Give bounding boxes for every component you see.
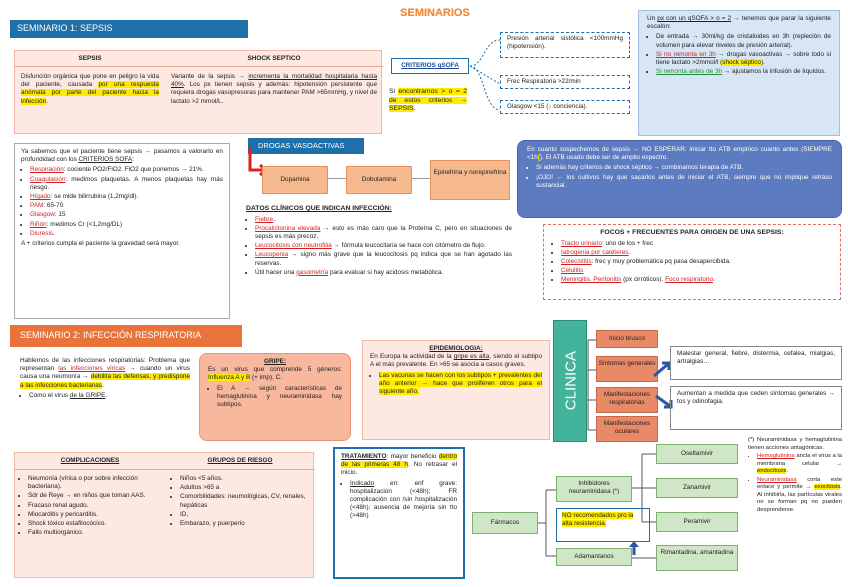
- qsofa-conclusion: Si encontramos > o = 2 de estos criterios → SEPSIS.: [389, 88, 468, 113]
- complicaciones-table: COMPLICACIONES GRUPOS DE RIESGO • Neumonía (vírica o por sobre infección bacteriana). • Sdr de Reye → en niños que toman AAS. • Fracaso renal agudo. • Miocarditis y pericarditis. • Shock tóxico estafilocócico. • Fallo multiorgánico. • Niños <5 años. • Adultos >65 a • Comorbilidades: neumológicas, CV, renales, hepáticas • ID, • Embarazo, y puerperio: [14, 452, 314, 578]
- px-step-2: • Si no remonta en 3h → drogas vasoactivas → sobre todo si tiene lactato >2mmol/l (shock séptico).: [656, 51, 831, 67]
- farmacos-node: Fármacos: [472, 512, 538, 534]
- clinica-respiratorias: Manifestaciones respiratorias: [596, 387, 658, 413]
- gripe-box: GRIPE: Es un virus que comprende 5 géneros: Influenza A y B (+ imp), C. • El A → según características de hemaglutinina y neuraminidasa hay subtipos.: [199, 353, 351, 441]
- clinica-vertical: CLINICA: [553, 320, 587, 442]
- adamantanos-node: Adamantanos: [556, 548, 632, 566]
- neuraminidasa-note: (*) Neuraminidasa y hemaglutinina tienen acciones antagónicas. • Hemaglutinina ancla el virus a la membrana celular → endocitosis. • Neuraminidasa corta este enlace y permite → exocitosis. Al inhibirla, las partículas virales no se forman pq no pueden desprenderse.: [748, 437, 842, 515]
- tratamiento-box: TRATAMIENTO: mayor beneficio dentro de las primeras 48 h. No retrasar el inicio. • Indicado en: enf grave: hospitalización (<48h); FR complicación con /sin hospitalización (<48h); ausencia de mejoría sin tto (>48h): [333, 447, 465, 579]
- blue-arrow-icon: [652, 360, 672, 380]
- epidemiologia-box: EPIDEMIOLOGIA: En Europa la actividad de la gripe es alta, siendo el subtipo A el más prevalente. En >65 se asocia a casos graves. • Las vacunas se hacen con los subtipos + prevalentes del año anterior → hace que proliferen otros para el siguiente año.: [362, 340, 550, 440]
- clinica-sintomas: Síntomas generales: [596, 356, 658, 382]
- no-recomendados-box: NO recomendados pro la alta resistencia.: [556, 508, 650, 542]
- sofa-box: Ya sabemos que el paciente tiene sepsis → pasamos a valorarlo en profundidad con los CRITERIOS SOFA: • Respiración: cociente PO2/FiO2. FiO2 que ponemos → 21%. • Coagulación: medimos plaquetas. A menos plaquetas hay más riesgo. • Hígado: se mide bilirrubina (1,2mg/dl). • PAM: 65-70 • Glasgow: 15 • Riñón: medimos Cr (<1,2mg/DL) • Diuresis. A + criterios cumpla el paciente la gravedad será mayor.: [14, 143, 230, 319]
- drug-peramivir: Peramivir: [656, 512, 738, 532]
- clinica-oculares: Manifestaciones oculares: [596, 416, 658, 442]
- sepsis-table: [14, 50, 382, 134]
- seminario1-header: SEMINARIO 1: SEPSIS: [10, 20, 248, 38]
- drug-oseltamivir: Oseltamivir: [656, 444, 738, 464]
- datos-clinicos: DATOS CLÍNICOS QUE INDICAN INFECCIÓN: • Fiebre. • Procalcitonina elevada → esto es más caro que la Proteína C, pero en situaciones de sepsis es más precoz. • Leucocitosis con neutrofilia → fórmula leucocitaria se hace con citómetro de flujo. • Leucopenia → signo más grave que la leucocitosis pq indica que se han agotado las reservas. • Útil hacer una gasometría para evaluar si hay acidosis metabólica.: [246, 205, 512, 278]
- farmacos-brackets: [538, 486, 556, 566]
- resp-intro: Hablemos de las infecciones respiratorias: Problema que representan las infecciones víricas → cuando un virus causa una neumonía → debilita las defensas, y predispone a las infecciones bacterianas. • Como el virus de la GRIPE.: [20, 357, 190, 401]
- droga-dobutamina: Dobutamina: [346, 166, 412, 194]
- drogas-header: DROGAS VASOACTIVAS: [248, 138, 364, 154]
- px-step-3: • Si remonta antes de 3h → ajustamos la infusión de líquidos.: [656, 68, 831, 76]
- sospecha-box: En cuanto sospechemos de sepsis → NO ESPERAR: iniciar tto ATB empírico cuanto antes (SIEMPRE <1h)). El ATB usado debe ser de amplio espectro. • Si además hay criterios de shock séptico → combinamos terapia de ATB. • ¡OJO! ← los cultivos hay que sacarlos antes de iniciar el ATB, siempre que no implique retraso sustancial.: [517, 140, 842, 218]
- px-step-1: • De entrada → 30ml/kg de cristaloides en 3h (repleción de volumen para elevar niveles de presión arterial).: [656, 33, 831, 49]
- px-qsofa-box: Un px con un qSOFA > o = 2 → tenemos que parar la siguiente escalón: • De entrada → 30ml/kg de cristaloides en 3h (repleción de volumen para elevar niveles de presión arterial). • Si no remonta en 3h → drogas vasoactivas → sobre todo si tiene lactato >2mmol/l (shock séptico). • Si remonta antes de 3h → ajustamos la infusión de líquidos.: [638, 10, 840, 136]
- sepsis-col-header: SEPSIS: [78, 55, 102, 62]
- focos-box: FOCOS + FRECUENTES PARA ORIGEN DE UNA SEPSIS: • Tracto urinario: uno de los + frec • Iatrogenia por catéteres. • Colecistitis: frec y muy problemática pq pasa desapercibida. • Celulitis • Meningitis. Peritonitis (px cirróticos). Foco respiratorio.: [543, 224, 841, 300]
- clinica-resp-detail: Aumentan a medida que ceden síntomas generales → tos y odinofagia.: [670, 386, 842, 430]
- qsofa-item-glasgow: Glasgow <15 (↓ conciencia).: [500, 100, 630, 114]
- drug-brackets: [632, 446, 656, 566]
- shock-col-header: SHOCK SEPTICO: [247, 55, 301, 62]
- qsofa-label: CRITERIOS qSOFA: [391, 58, 469, 74]
- clinica-sintomas-detail: Malestar general, fiebre, distermia, cefalea, mialgias, artralgias…: [670, 346, 842, 380]
- qsofa-item-fr: Frec Respiratoria >22/min: [500, 75, 630, 89]
- droga-epinefrina: Epinefrina y norepinefrina: [430, 160, 510, 200]
- seminario2-header: SEMINARIO 2: INFECCIÓN RESPIRATORIA: [10, 325, 242, 347]
- shock-definition: Variante de la sepsis → incrementa la mortalidad hospitalaria hasta 40%. Los px tienen sepsis y además: hipotensión persistente que requiera drogas vasopresoras para mantener PAM >65mmHg, y nivel de lactato >2 mmol/L.: [171, 73, 377, 105]
- droga-dopamina: Dopamina: [262, 166, 328, 194]
- drug-rimantadina: Rimantadina, amantadina: [656, 545, 738, 571]
- qsofa-item-pas: Presión arterial sistólica <100mmHg (hipotensión).: [500, 32, 630, 58]
- sepsis-definition: Disfunción orgánica que pone en peligro la vida del paciente, causada por una respuesta anómala por parte del paciente hacia la infección.: [21, 73, 159, 105]
- page-title: SEMINARIOS: [400, 7, 470, 19]
- qsofa-brackets: [464, 30, 504, 140]
- drug-zanamivir: Zanamivir: [656, 478, 738, 498]
- clinica-inicio: Inicio brusco: [596, 330, 658, 348]
- inhibidores-node: Inhibidores neuraminidasa (*): [556, 476, 632, 502]
